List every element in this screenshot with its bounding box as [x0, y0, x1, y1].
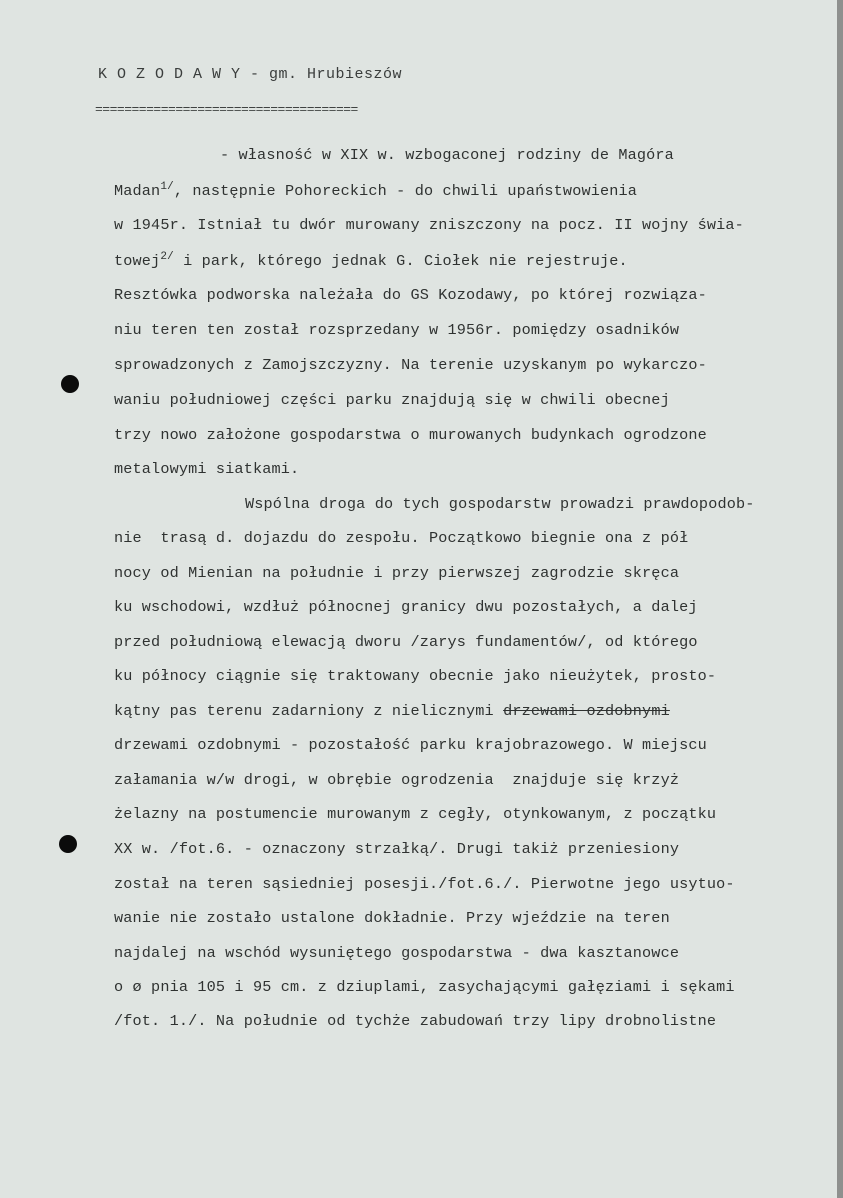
text-line: trzy nowo założone gospodarstwa o murowanych budynkach ogrodzone: [114, 426, 707, 444]
document-heading: K O Z O D A W Y - gm. Hrubieszów: [98, 66, 403, 83]
text-line: przed południową elewacją dworu /zarys fundamentów/, od którego: [114, 633, 698, 651]
page-edge: [837, 0, 843, 1198]
text-line: XX w. /fot.6. - oznaczony strzałką/. Drugi takiż przeniesiony: [114, 840, 680, 858]
struck-text: drzewami ozdobnymi: [503, 702, 670, 720]
text-line: najdalej na wschód wysuniętego gospodarstwa - dwa kasztanowce: [114, 944, 680, 962]
text-line: załamania w/w drogi, w obrębie ogrodzenia znajduje się krzyż: [114, 771, 680, 789]
text-line: Madan$^{1/}$, następnie Pohoreckich - do chwili upaństwowienia: [114, 181, 638, 200]
text-line: ku północy ciągnie się traktowany obecnie jako nieużytek, prosto-: [114, 667, 717, 685]
text-line: /fot. 1./. Na południe od tychże zabudowań trzy lipy drobnolistne: [114, 1012, 717, 1030]
text-line: żelazny na postumencie murowanym z cegły, otynkowanym, z początku: [114, 805, 717, 823]
text-line: nocy od Mienian na południe i przy pierwszej zagrodzie skręca: [114, 564, 680, 582]
text-line: sprowadzonych z Zamojszczyzny. Na terenie uzyskanym po wykarczo-: [114, 356, 707, 374]
text-line: o ø pnia 105 i 95 cm. z dziuplami, zasychającymi gałęziami i sękami: [114, 978, 735, 996]
text-line: Wspólna droga do tych gospodarstw prowadzi prawdopodob-: [245, 495, 755, 513]
footnote-marker: 2/: [160, 251, 174, 263]
heading-underline: ====================================: [95, 102, 358, 117]
footnote-marker: 1/: [160, 181, 174, 193]
text-line: metalowymi siatkami.: [114, 460, 300, 478]
text-line: został na teren sąsiedniej posesji./fot.6./. Pierwotne jego usytuo-: [114, 875, 735, 893]
text-line: niu teren ten został rozsprzedany w 1956r. pomiędzy osadników: [114, 321, 680, 339]
text-line: nie trasą d. dojazdu do zespołu. Początkowo biegnie ona z pół: [114, 529, 689, 547]
text-line: towej$^{2/}$ i park, którego jednak G. Ciołek nie rejestruje.: [114, 251, 628, 270]
text-line: - własność w XIX w. wzbogaconej rodziny de Magóra: [220, 146, 674, 164]
text-line: ku wschodowi, wzdłuż północnej granicy dwu pozostałych, a dalej: [114, 598, 698, 616]
text-line: Resztówka podworska należała do GS Kozodawy, po której rozwiąza-: [114, 286, 707, 304]
text-line: wanie nie zostało ustalone dokładnie. Przy wjeździe na teren: [114, 909, 670, 927]
punch-hole: [61, 375, 79, 393]
text-line: w 1945r. Istniał tu dwór murowany zniszczony na pocz. II wojny świa-: [114, 216, 744, 234]
text-line: waniu południowej części parku znajdują się w chwili obecnej: [114, 391, 670, 409]
text-line: drzewami ozdobnymi - pozostałość parku krajobrazowego. W miejscu: [114, 736, 707, 754]
text-line: kątny pas terenu zadarniony z nielicznymi drzewami ozdobnymi: [114, 702, 670, 720]
punch-hole: [59, 835, 77, 853]
